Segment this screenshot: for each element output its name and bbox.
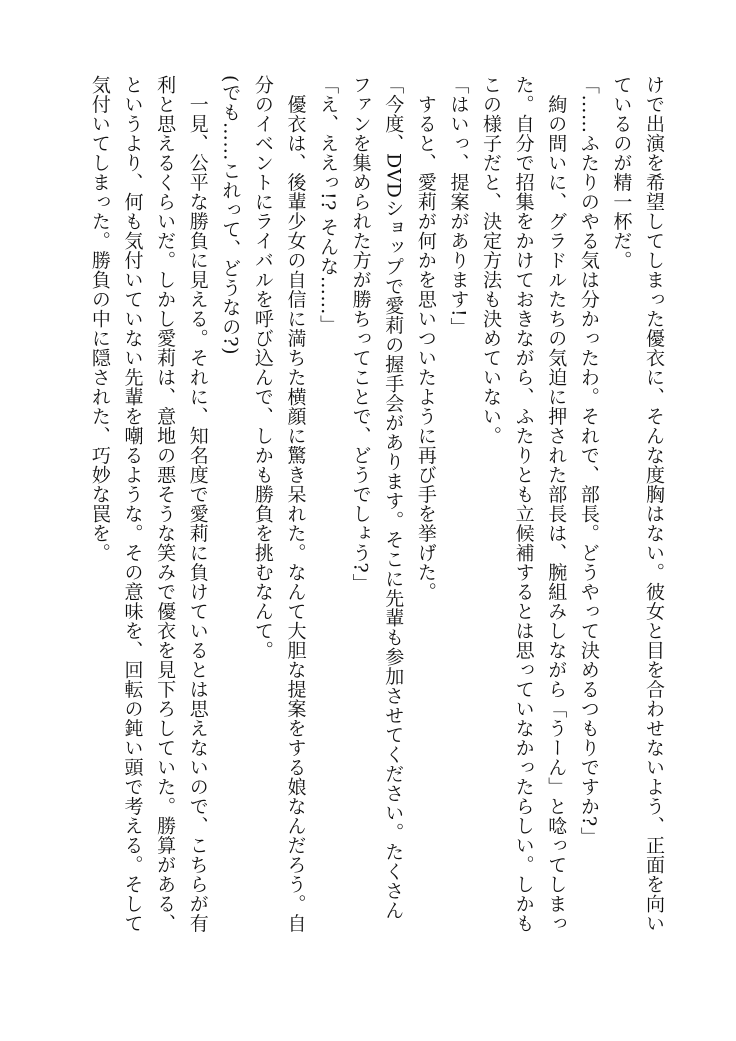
text-line: た。自分で招集をかけておきながら、ふたりとも立候補するとは思っていなかったらしい。しかも [512,75,535,933]
vertical-text-body [83,75,670,975]
text-line: けで出演を希望してしまった優衣に、そんな度胸はない。彼女と目を合わせないよう、正面を向い [643,75,665,933]
text-line: (でも……これって、どうなの?) [219,75,242,356]
text-line: 絢の問いに、グラドルたちの気迫に押された部長は、腕組みしながら「うーん」と唸ってしまっ [545,75,568,933]
text-line: 利と思えるくらいだ。しかし愛莉は、意地の悪そうな笑みで優衣を見下ろしていた。勝算がある、 [154,75,177,933]
text-line: 分のイベントにライバルを呼び込んで、しかも勝負を挑むなんて。 [251,75,274,660]
text-line: 「……ふたりのやる気は分かったわ。それで、部長。どうやって決めるつもりですか?」 [577,75,600,847]
text-line: 一見、公平な勝負に見える。それに、知名度で愛莉に負けているとは思えないので、こちらが有 [186,75,209,933]
text-line: ているのが精一杯だ。 [610,75,633,270]
text-line: 気付いてしまった。勝負の中に隠された、巧妙な罠を。 [88,75,111,563]
text-line: ファンを集められた方が勝ちってことで、どうでしょう?」 [349,75,372,593]
text-line: 「はいっ、提案があります!」 [447,75,470,337]
text-line: 優衣は、後輩少女の自信に満ちた横顔に驚き呆れた。なんて大胆な提案をする娘なんだろう。自 [284,75,307,933]
text-line: すると、愛莉が何かを思いついたように再び手を挙げた。 [414,75,437,602]
text-line: 「え、ええっ!? そんな……」 [317,75,340,335]
text-line: というより、何も気付いていない先輩を嘲るような。その意味を、回転の鈍い頭で考える。そして [121,75,144,933]
text-line: この様子だと、決定方法も決めていない。 [480,75,503,446]
text-line: 「今度、DVDショップで愛莉の握手会があります。そこに先輩も参加させてください。たくさん [382,75,405,920]
